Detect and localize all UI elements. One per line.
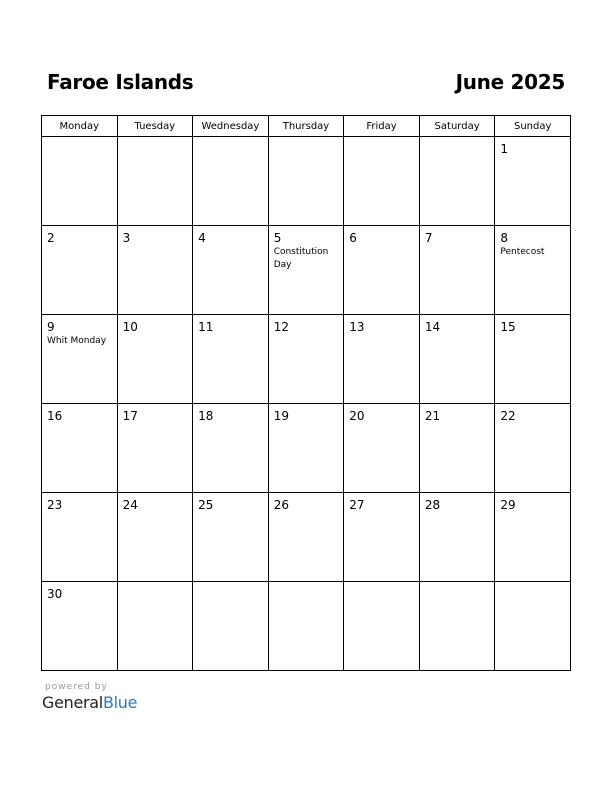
day-cell <box>495 226 571 315</box>
holiday-label: Constitution Day <box>273 247 329 270</box>
day-number: 21 <box>424 409 441 423</box>
empty-day-cell <box>42 137 118 226</box>
day-cell <box>268 404 344 493</box>
day-number: 11 <box>198 320 214 334</box>
day-number: 26 <box>273 498 289 512</box>
day-cell <box>117 404 193 493</box>
weekday-header-row <box>42 116 571 137</box>
weekday-header-saturday: Saturday <box>419 116 495 137</box>
empty-day-cell <box>117 137 193 226</box>
day-number: 10 <box>122 320 138 334</box>
generalblue-logo[interactable] <box>42 693 137 712</box>
day-cell <box>117 315 193 404</box>
day-cell <box>495 493 571 582</box>
day-number: 19 <box>273 409 289 423</box>
brand-general: General <box>42 693 103 712</box>
day-number: 4 <box>198 231 206 245</box>
calendar-body <box>42 137 571 671</box>
day-number: 23 <box>47 498 63 512</box>
day-cell <box>193 404 269 493</box>
empty-day-cell <box>268 137 344 226</box>
day-cell <box>495 315 571 404</box>
day-cell <box>268 315 344 404</box>
day-number: 13 <box>349 320 365 334</box>
empty-day-cell <box>495 582 571 671</box>
day-number: 16 <box>47 409 63 423</box>
day-cell <box>42 315 118 404</box>
day-cell <box>42 582 118 671</box>
week-row <box>42 226 571 315</box>
footer <box>42 682 137 712</box>
empty-day-cell <box>419 582 495 671</box>
brand-blue: Blue <box>102 693 138 712</box>
day-number: 8 <box>500 231 509 245</box>
day-cell <box>344 493 420 582</box>
calendar-grid <box>41 115 571 671</box>
day-number: 15 <box>500 320 516 334</box>
day-number: 17 <box>122 409 138 423</box>
empty-day-cell <box>193 137 269 226</box>
weekday-header-monday: Monday <box>42 116 118 137</box>
empty-day-cell <box>344 137 420 226</box>
day-cell <box>495 404 571 493</box>
calendar-header <box>41 70 571 100</box>
day-number: 3 <box>122 231 131 245</box>
weekday-header-tuesday: Tuesday <box>117 116 193 137</box>
day-number: 1 <box>500 142 509 156</box>
week-row <box>42 137 571 226</box>
day-cell <box>42 404 118 493</box>
day-cell <box>268 493 344 582</box>
week-row <box>42 582 571 671</box>
country-title: Faroe Islands <box>47 70 194 94</box>
day-cell <box>419 404 495 493</box>
day-cell <box>268 226 344 315</box>
day-cell <box>193 493 269 582</box>
empty-day-cell <box>117 582 193 671</box>
day-number: 12 <box>273 320 289 334</box>
day-number: 30 <box>47 587 63 601</box>
day-number: 9 <box>47 320 55 334</box>
day-cell <box>344 226 420 315</box>
empty-day-cell <box>344 582 420 671</box>
day-number: 20 <box>349 409 365 423</box>
day-number: 5 <box>273 231 282 245</box>
day-cell <box>419 315 495 404</box>
day-number: 6 <box>349 231 357 245</box>
day-cell <box>419 493 495 582</box>
day-cell <box>42 493 118 582</box>
day-cell <box>344 404 420 493</box>
day-cell <box>495 137 571 226</box>
holiday-label: Pentecost <box>500 247 545 257</box>
day-cell <box>193 315 269 404</box>
weekday-header-thursday: Thursday <box>268 116 344 137</box>
day-number: 25 <box>198 498 214 512</box>
empty-day-cell <box>419 137 495 226</box>
day-number: 18 <box>198 409 214 423</box>
empty-day-cell <box>268 582 344 671</box>
powered-by-text: powered by <box>45 682 108 692</box>
day-cell <box>117 493 193 582</box>
week-row <box>42 315 571 404</box>
day-number: 27 <box>349 498 365 512</box>
day-cell <box>419 226 495 315</box>
day-number: 7 <box>424 231 433 245</box>
weekday-header-friday: Friday <box>344 116 420 137</box>
day-cell <box>42 226 118 315</box>
day-cell <box>193 226 269 315</box>
weekday-header-sunday: Sunday <box>495 116 571 137</box>
day-cell <box>344 315 420 404</box>
week-row <box>42 493 571 582</box>
day-number: 2 <box>47 231 55 245</box>
day-number: 24 <box>122 498 138 512</box>
empty-day-cell <box>193 582 269 671</box>
weekday-header-wednesday: Wednesday <box>193 116 269 137</box>
day-number: 28 <box>424 498 441 512</box>
month-year-title: June 2025 <box>455 70 565 94</box>
day-cell <box>117 226 193 315</box>
holiday-label: Whit Monday <box>47 336 107 346</box>
day-number: 22 <box>500 409 516 423</box>
day-number: 14 <box>424 320 441 334</box>
day-number: 29 <box>500 498 516 512</box>
week-row <box>42 404 571 493</box>
